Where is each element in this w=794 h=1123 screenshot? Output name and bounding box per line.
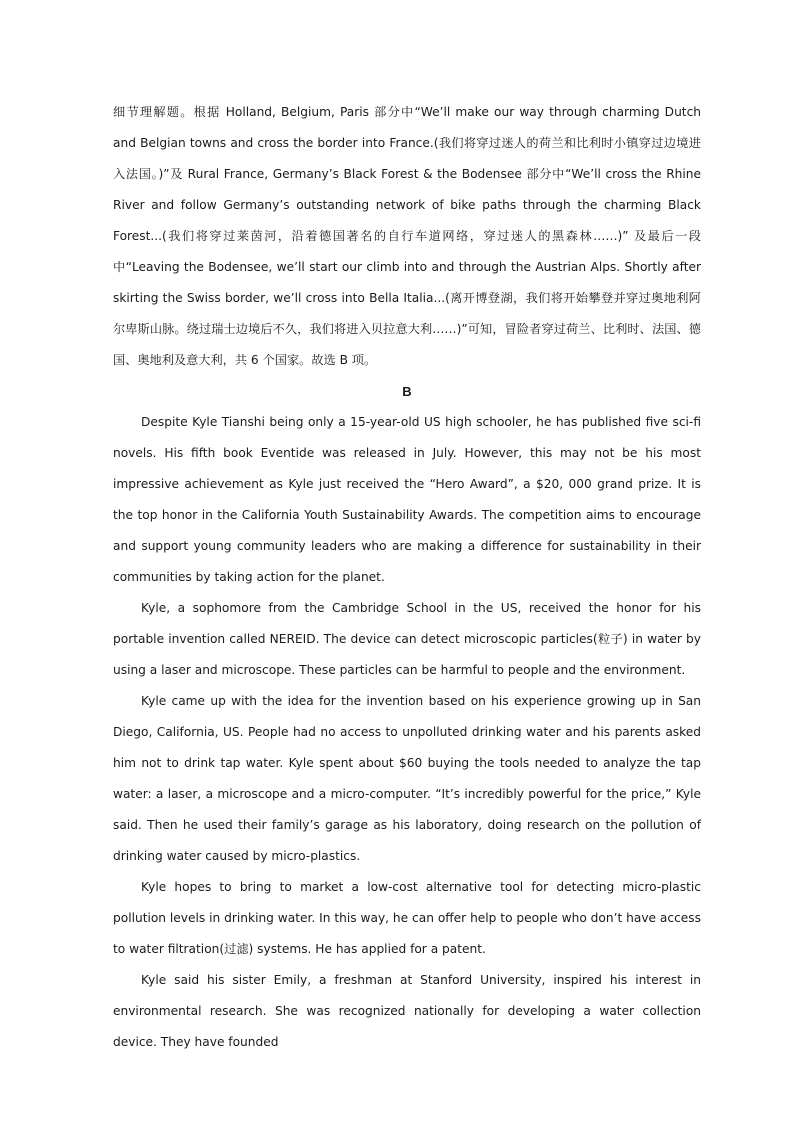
passage-paragraph-5: Kyle said his sister Emily, a freshman at Stanford University, inspired his interest in environmental research. She was recognized nationally for developing a water collection device. They have founded xyxy=(113,973,701,1049)
passage-paragraph-3: Kyle came up with the idea for the invention based on his experience growing up in San Diego, California, US. People had no access to unpolluted drinking water and his parents asked him not to drink tap water. Kyle spent about $60 buying the tools needed to analyze the tap water: a laser, a microscope and a micro-computer. “It’s incredibly powerful for the price,” Kyle said. Then he used their family’s garage as his laboratory, doing research on the pollution of drinking water caused by micro-plastics. xyxy=(113,694,701,863)
document-page xyxy=(113,97,701,1058)
section-heading: B xyxy=(402,384,412,399)
passage-paragraph-1: Despite Kyle Tianshi being only a 15-year-old US high schooler, he has published five sci-fi novels. His fifth book Eventide was released in July. However, this may not be his most impressive achievement as Kyle just received the “Hero Award”, a $20, 000 grand prize. It is the top honor in the California Youth Sustainability Awards. The competition aims to encourage and support young community leaders who are making a difference for sustainability in their communities by taking action for the planet. xyxy=(113,415,701,584)
passage-paragraph-2: Kyle, a sophomore from the Cambridge School in the US, received the honor for his portable invention called NEREID. The device can detect microscopic particles(粒子) in water by using a laser and microscope. These particles can be harmful to people and the environment. xyxy=(113,601,701,677)
answer-explanation: 细节理解题。根据 Holland, Belgium, Paris 部分中“We’ll make our way through charming Dutch and Belgian towns and cross the border into France.(我们将穿过迷人的荷兰和比利时小镇穿过边境进入法国。)”及 Rural France, Germany’s Black Forest & the Bodensee 部分中“We’ll cross the Rhine River and follow Germany’s outstanding network of bike paths through the charming Black Forest...(我们将穿过莱茵河，沿着德国著名的自行车道网络，穿过迷人的黑森林……)” 及最后一段中“Leaving the Bodensee, we’ll start our climb into and through the Austrian Alps. Shortly after skirting the Swiss border, we’ll cross into Bella Italia...(离开博登湖，我们将开始攀登并穿过奥地利阿尔卑斯山脉。绕过瑞士边境后不久，我们将进入贝拉意大利……)”可知，冒险者穿过荷兰、比利时、法国、德国、奥地利及意大利，共 6 个国家。故选 B 项。 xyxy=(113,105,701,367)
passage-paragraph-4: Kyle hopes to bring to market a low-cost alternative tool for detecting micro-plastic pollution levels in drinking water. In this way, he can offer help to people who don’t have access to water filtration(过滤) systems. He has applied for a patent. xyxy=(113,880,701,956)
